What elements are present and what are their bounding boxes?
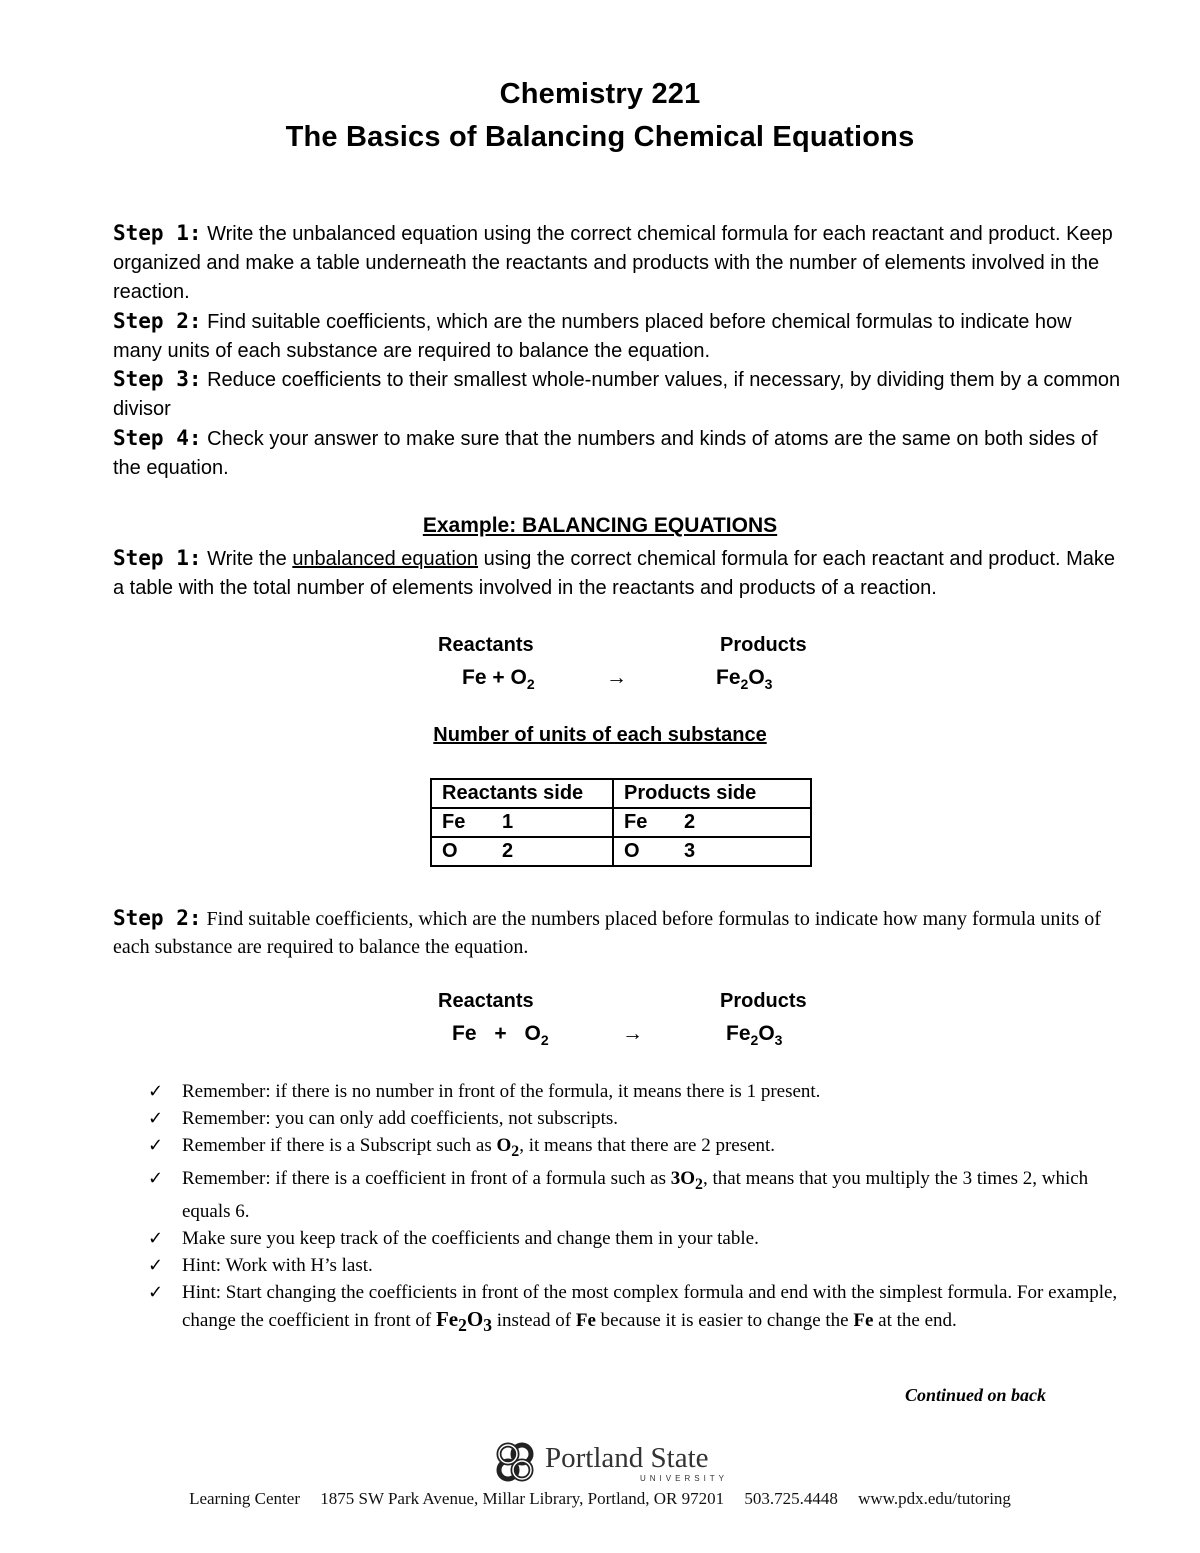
checkmark-icon: ✓ <box>148 1254 164 1276</box>
footer-center-name: Learning Center <box>189 1489 300 1508</box>
formula-fe2o3: $Fe_2O_3$ <box>726 1022 783 1049</box>
step-text: Check your answer to make sure that the numbers and kinds of atoms are the same on both sides of the equation. <box>113 428 1098 479</box>
list-item: ✓ Remember if there is a Subscript such as $O_2$, it means that there are 2 present. <box>148 1132 1133 1165</box>
example-step-2 <box>113 904 1123 961</box>
reactants-label-2: Reactants <box>438 990 534 1012</box>
step-text-underlined: unbalanced equation <box>292 548 479 570</box>
step-text-post: using the correct chemical formula for each reactant and product. Make a table with the total number of elements involved in the reactants and products of a reaction. <box>113 548 1116 599</box>
checkmark-icon: ✓ <box>148 1227 164 1249</box>
example-heading: Example: BALANCING EQUATIONS <box>422 514 778 537</box>
list-item: ✓ Make sure you keep track of the coefficients and change them in your table. <box>148 1225 1133 1252</box>
psu-knot-icon <box>490 1438 540 1488</box>
product-cell: Fe 2 <box>613 808 811 837</box>
product-cell: O 3 <box>613 837 811 866</box>
step-text: Write the unbalanced equation using the correct chemical formula for each reactant and product. Keep organized and make a table underneath the reactants and products with the number of elements involved in the reaction. <box>113 223 1113 303</box>
units-table <box>430 778 812 867</box>
plus-sign: + <box>492 666 505 689</box>
table-heading: Number of units of each substance <box>433 724 767 746</box>
footer-website[interactable]: www.pdx.edu/tutoring <box>858 1489 1011 1508</box>
list-item: ✓ Remember: you can only add coefficients, not subscripts. <box>148 1105 1133 1132</box>
products-label: Products <box>720 634 807 656</box>
intro-step-2 <box>113 307 1123 366</box>
reactant-cell: O 2 <box>431 837 613 866</box>
list-item: ✓ Remember: if there is a coefficient in front of a formula such as $3O_2$, that means that you multiply the 3 times 2, which equals 6. <box>148 1165 1133 1225</box>
step-text: Reduce coefficients to their smallest whole-number values, if necessary, by dividing them by a common divisor <box>113 369 1121 420</box>
checkmark-icon: ✓ <box>148 1281 164 1303</box>
step-text: Find suitable coefficients, which are the numbers placed before chemical formulas to indicate how many units of each substance are required to balance the equation. <box>113 311 1072 362</box>
equation-1-reactants <box>462 666 535 692</box>
checkmark-icon: ✓ <box>148 1167 164 1189</box>
reactants-label: Reactants <box>438 634 534 656</box>
footer-phone: 503.725.4448 <box>744 1489 838 1508</box>
footer <box>0 1489 1200 1509</box>
step-text-pre: Write the <box>207 548 287 570</box>
arrow-icon: → <box>622 1022 643 1045</box>
header-products-side: Products side <box>613 779 811 808</box>
step-label: Step 2: <box>113 906 202 930</box>
step-label: Step 4: <box>113 426 202 450</box>
header-reactants-side: Reactants side <box>431 779 613 808</box>
intro-step-4 <box>113 424 1123 483</box>
formula-o2: $O_2$ <box>510 666 535 693</box>
formula-fe2o3: $Fe_2O_3$ <box>716 666 773 693</box>
logo-subtitle: UNIVERSITY <box>640 1474 729 1483</box>
list-item: ✓ Hint: Start changing the coefficients in front of the most complex formula and end with the simplest formula. For example, change the coefficient in front of $Fe_2O_3$ instead of Fe because it is easier to change the Fe at the end. <box>148 1279 1133 1339</box>
formula-o2: $O_2$ <box>524 1022 549 1049</box>
table-header-row <box>431 779 811 808</box>
intro-step-3 <box>113 365 1123 424</box>
table-row <box>431 808 811 837</box>
reactant-cell: Fe 1 <box>431 808 613 837</box>
checkmark-icon: ✓ <box>148 1081 164 1102</box>
list-item: ✓ Remember: if there is no number in front of the formula, it means there is 1 present. <box>148 1078 1133 1105</box>
example-step-1 <box>113 544 1123 603</box>
step-label: Step 1: <box>113 221 202 245</box>
equation-1-products <box>716 666 772 692</box>
plus-sign: + <box>494 1022 507 1045</box>
checkmark-icon: ✓ <box>148 1135 164 1156</box>
table-row <box>431 837 811 866</box>
equation-2-products <box>726 1022 782 1048</box>
intro-step-1 <box>113 219 1123 307</box>
footer-address: 1875 SW Park Avenue, Millar Library, Portland, OR 97201 <box>320 1489 725 1508</box>
formula-fe: Fe <box>462 666 487 689</box>
formula-fe: Fe <box>452 1022 477 1045</box>
logo-name: Portland State <box>545 1442 709 1474</box>
reminder-checklist <box>148 1078 1133 1339</box>
step-text: Find suitable coefficients, which are the numbers placed before formulas to indicate how many formula units of each substance are required to balance the equation. <box>113 908 1101 958</box>
document-title: The Basics of Balancing Chemical Equations <box>285 121 915 153</box>
course-title: Chemistry 221 <box>499 78 701 110</box>
checkmark-icon: ✓ <box>148 1108 164 1129</box>
step-label: Step 2: <box>113 309 202 333</box>
products-label-2: Products <box>720 990 807 1012</box>
step-label: Step 3: <box>113 367 202 391</box>
step-label: Step 1: <box>113 546 202 570</box>
equation-2-reactants <box>452 1022 549 1048</box>
arrow-icon: → <box>606 666 627 689</box>
continued-note: Continued on back <box>905 1385 1047 1405</box>
list-item: ✓ Hint: Work with H’s last. <box>148 1252 1133 1279</box>
university-logo <box>490 1438 729 1488</box>
